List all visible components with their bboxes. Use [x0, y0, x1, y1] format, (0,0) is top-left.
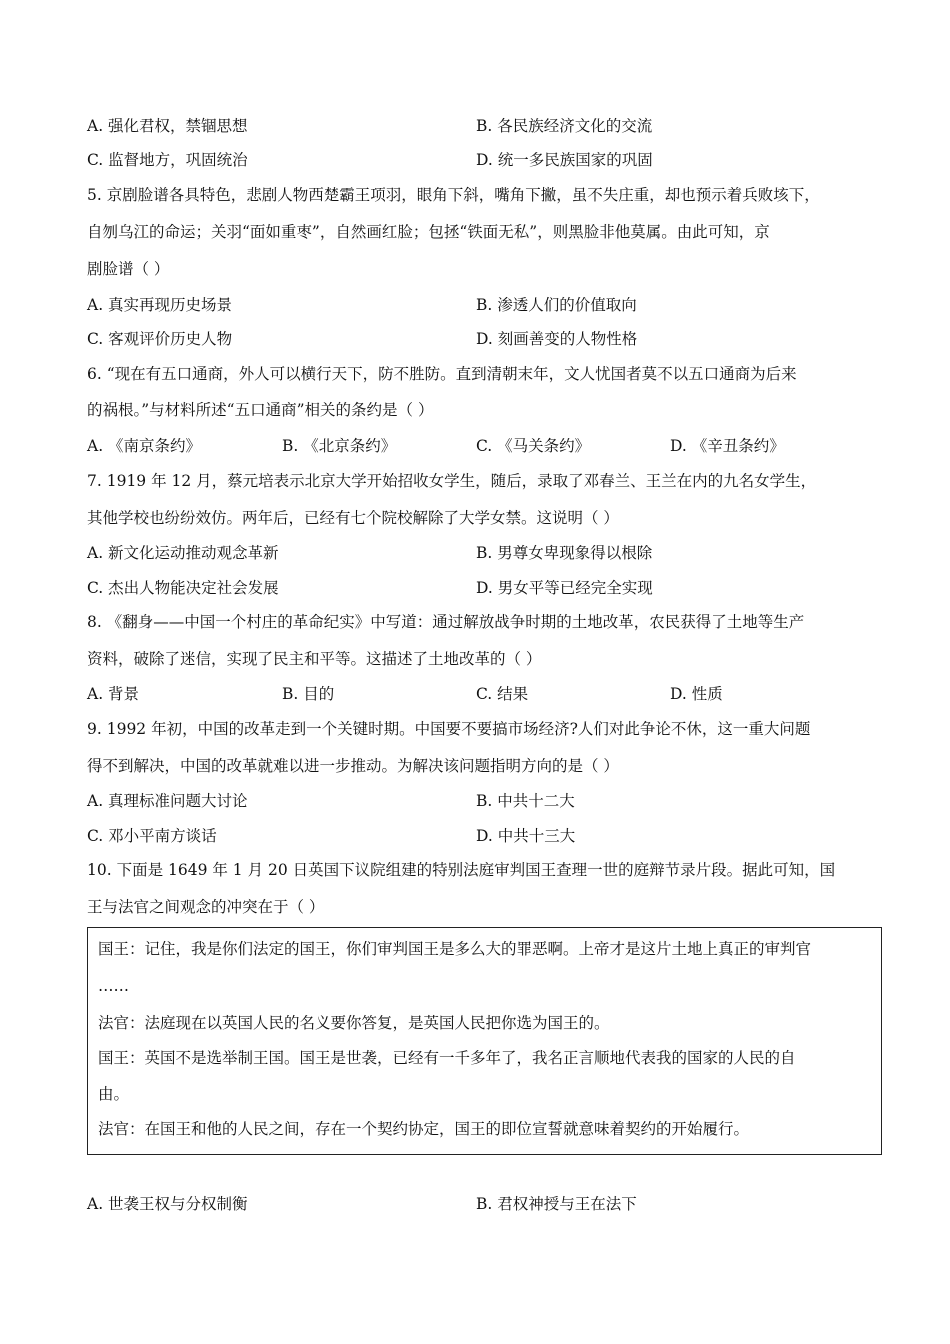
q4-option-b: B. 各民族经济文化的交流	[476, 117, 653, 135]
q6-option-b: B. 《北京条约》	[282, 437, 397, 455]
q5-stem-line-1: 5. 京剧脸谱各具特色，悲剧人物西楚霸王项羽，眼角下斜，嘴角下撇，虽不失庄重，却也预示着兵败垓下，	[87, 186, 820, 204]
q5-stem-line-3: 剧脸谱（ ）	[87, 260, 170, 278]
q6-option-a: A. 《南京条约》	[87, 437, 202, 455]
q5-stem-line-2: 自刎乌江的命运；关羽“面如重枣”，自然画红脸；包拯“铁面无私”，则黑脸非他莫属。由此可知，京	[87, 223, 770, 241]
q6-option-c: C. 《马关条约》	[476, 437, 591, 455]
material-line-3: 法官：法庭现在以英国人民的名义要你答复，是英国人民把你选为国王的。	[98, 1014, 610, 1032]
q9-option-d: D. 中共十三大	[476, 827, 576, 845]
q6-stem-line-2: 的祸根。”与材料所述“五口通商”相关的条约是（ ）	[87, 401, 434, 419]
q8-stem-line-1: 8. 《翻身——中国一个村庄的革命纪实》中写道：通过解放战争时期的土地改革，农民获得了土地等生产	[87, 613, 805, 631]
q7-stem-line-2: 其他学校也纷纷效仿。两年后，已经有七个院校解除了大学女禁。这说明（ ）	[87, 509, 619, 527]
q9-stem-line-2: 得不到解决，中国的改革就难以进一步推动。为解决该问题指明方向的是（ ）	[87, 757, 619, 775]
q10-stem-line-2: 王与法官之间观念的冲突在于（ ）	[87, 898, 325, 916]
q9-option-a: A. 真理标准问题大讨论	[87, 792, 248, 810]
q5-option-a: A. 真实再现历史场景	[87, 296, 233, 314]
material-line-5: 由。	[98, 1085, 130, 1103]
q8-stem-line-2: 资料，破除了迷信，实现了民主和平等。这描述了土地改革的（ ）	[87, 650, 542, 668]
material-line-2: ……	[98, 977, 129, 995]
q8-option-a: A. 背景	[87, 685, 140, 703]
material-line-6: 法官：在国王和他的人民之间，存在一个契约协定，国王的即位宣誓就意味着契约的开始履行。	[98, 1120, 750, 1138]
q6-option-d: D. 《辛丑条约》	[670, 437, 785, 455]
q8-option-c: C. 结果	[476, 685, 529, 703]
q10-stem-line-1: 10. 下面是 1649 年 1 月 20 日英国下议院组建的特别法庭审判国王查理一世的庭辩节录片段。据此可知，国	[87, 861, 836, 879]
q5-option-d: D. 刻画善变的人物性格	[476, 330, 638, 348]
q8-option-b: B. 目的	[282, 685, 335, 703]
q10-option-a: A. 世袭王权与分权制衡	[87, 1195, 248, 1213]
q10-option-b: B. 君权神授与王在法下	[476, 1195, 637, 1213]
q4-option-a: A. 强化君权，禁锢思想	[87, 117, 248, 135]
material-line-4: 国王：英国不是选举制王国。国王是世袭，已经有一千多年了，我名正言顺地代表我的国家的人民的自	[98, 1049, 796, 1067]
q4-option-d: D. 统一多民族国家的巩固	[476, 151, 653, 169]
q4-option-c: C. 监督地方，巩固统治	[87, 151, 248, 169]
q9-option-c: C. 邓小平南方谈话	[87, 827, 217, 845]
q8-option-d: D. 性质	[670, 685, 723, 703]
q7-option-b: B. 男尊女卑现象得以根除	[476, 544, 653, 562]
material-box	[87, 927, 882, 1155]
q7-option-a: A. 新文化运动推动观念革新	[87, 544, 279, 562]
q6-stem-line-1: 6. “现在有五口通商，外人可以横行天下，防不胜防。直到清朝末年，文人忧国者莫不以五口通商为后来	[87, 365, 797, 383]
material-line-1: 国王：记住，我是你们法定的国王，你们审判国王是多么大的罪恶啊。上帝才是这片土地上真正的审判官	[98, 940, 812, 958]
q5-option-c: C. 客观评价历史人物	[87, 330, 233, 348]
q7-option-d: D. 男女平等已经完全实现	[476, 579, 653, 597]
q7-option-c: C. 杰出人物能决定社会发展	[87, 579, 279, 597]
q7-stem-line-1: 7. 1919 年 12 月，蔡元培表示北京大学开始招收女学生，随后，录取了邓春兰、王兰在内的九名女学生，	[87, 472, 817, 490]
q9-option-b: B. 中共十二大	[476, 792, 575, 810]
q9-stem-line-1: 9. 1992 年初，中国的改革走到一个关键时期。中国要不要搞市场经济?人们对此争论不休，这一重大问题	[87, 720, 811, 738]
q5-option-b: B. 渗透人们的价值取向	[476, 296, 637, 314]
